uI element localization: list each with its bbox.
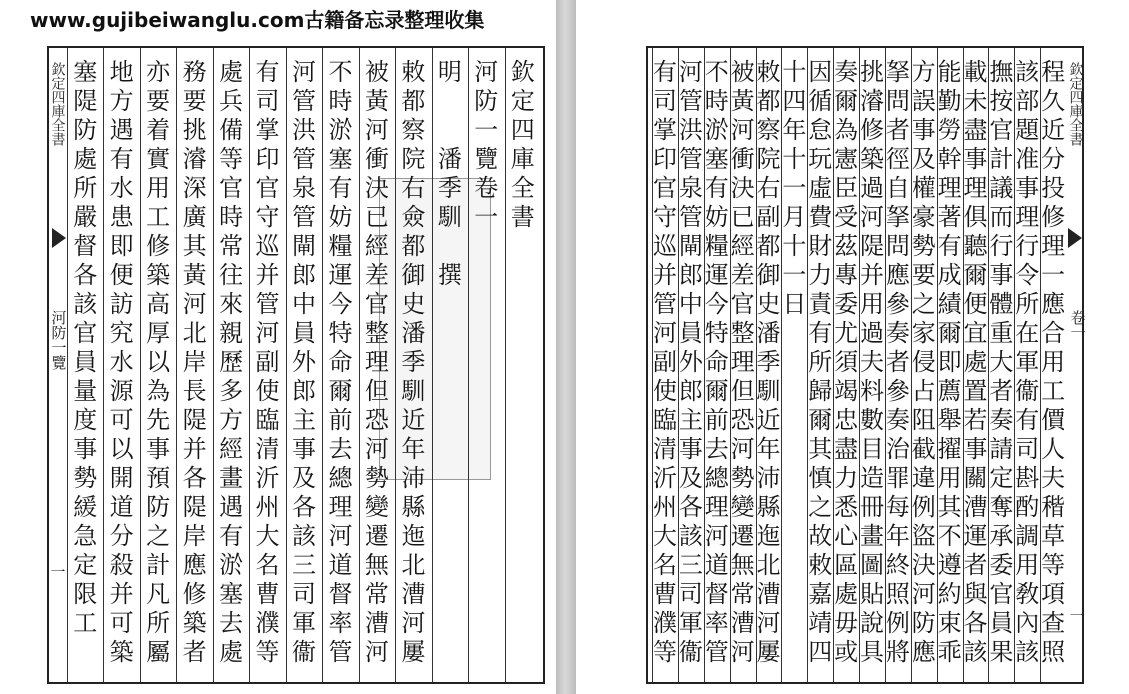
right-page-text-column: 不 時 淤 塞 有 妨 糧 運 今 特 命 爾 前 去 總 理 河 道 督 率 管 xyxy=(704,58,729,666)
left-page-text-column: 務 要 挑 濬 深 廣 其 黃 河 北 岸 長 隄 并 各 隄 岸 應 修 築 者 xyxy=(182,58,207,666)
site-watermark-banner xyxy=(30,6,484,34)
left-page-text-column: 處 兵 備 等 官 時 常 往 來 親 歷 多 方 經 畫 遇 有 淤 塞 去 處 xyxy=(219,58,244,666)
left-page-text-column: 塞 隄 防 處 所 嚴 督 各 該 官 員 量 度 事 勢 緩 急 定 限 工 xyxy=(73,58,98,637)
left-page-column-rule xyxy=(468,48,469,682)
left-page-text-column: 有 司 掌 印 官 守 巡 并 管 河 副 使 臨 清 沂 州 大 名 曹 濮 等 xyxy=(255,58,280,666)
right-page-text-column: 奏 爾 為 憲 臣 受 茲 專 委 尤 須 竭 忠 盡 力 悉 心 區 處 毋 或 xyxy=(834,58,859,666)
left-margin-chapter xyxy=(49,310,67,370)
left-page-column-rule xyxy=(359,48,360,682)
site-url: www.gujibeiwanglu.com xyxy=(30,8,305,32)
right-page-column-rule xyxy=(937,48,938,682)
right-page-column-rule xyxy=(1040,48,1041,682)
right-page-text-column: 該 部 題 准 事 理 行 令 所 在 軍 衞 有 司 斟 酌 調 用 敎 內 該 xyxy=(1015,58,1040,666)
margin-page-number: 一 xyxy=(1069,607,1085,625)
margin-title-chars: 欽定四庫全書 xyxy=(1067,62,1084,146)
left-page-text-column: 不 時 淤 塞 有 妨 糧 運 今 特 命 爾 前 去 總 理 河 道 督 率 管 xyxy=(328,58,353,666)
left-page-column-rule xyxy=(213,48,214,682)
right-page-text-column: 河 管 洪 管 泉 管 閘 郎 中 員 外 郎 主 事 及 各 該 三 司 軍 衞 xyxy=(678,58,703,666)
left-page-text-column: 明 潘 季 馴 撰 xyxy=(437,58,462,289)
book-gutter xyxy=(556,0,576,694)
right-page-text-column: 挑 濬 修 築 過 河 隄 并 用 過 夫 料 數 目 造 冊 畫 圖 貼 說 具 xyxy=(859,58,884,666)
left-page-column-rule xyxy=(505,48,506,682)
left-page-column-rule xyxy=(432,48,433,682)
right-page-column-rule xyxy=(911,48,912,682)
right-page-text-column: 程 久 近 分 投 修 理 一 應 合 用 工 價 人 夫 稭 草 等 項 查 照 xyxy=(1041,58,1066,666)
fish-tail-notch-top xyxy=(1068,228,1082,248)
left-page-column-rule xyxy=(395,48,396,682)
right-page-text-column: 能 勤 勞 幹 理 著 有 成 績 爾 即 薦 舉 擢 用 其 不 遵 約 束 乖 xyxy=(937,58,962,666)
right-margin-chapter xyxy=(1068,310,1086,340)
right-page-text-column: 載 未 盡 事 理 俱 聽 爾 便 宜 處 置 若 事 關 漕 運 者 與 各 該 xyxy=(963,58,988,666)
left-page-text-column: 河 防 一 覽 卷 一 xyxy=(474,58,499,231)
left-page xyxy=(47,46,545,684)
left-margin-page-number xyxy=(49,564,67,581)
fish-tail-notch-top xyxy=(52,228,66,248)
left-page-column-rule xyxy=(322,48,323,682)
right-page-text-column: 拏 問 者 徑 自 拏 問 應 參 奏 者 參 奏 治 罪 每 年 終 照 例 將 xyxy=(885,58,910,666)
site-title: 古籍备忘录整理收集 xyxy=(304,8,485,32)
right-page-text-column: 方 誤 事 及 權 豪 勢 要 之 家 侵 占 阻 截 違 例 盜 決 河 防 應 xyxy=(911,58,936,666)
right-page-column-rule xyxy=(859,48,860,682)
right-page-column-rule xyxy=(1014,48,1015,682)
left-page-column-rule xyxy=(286,48,287,682)
right-margin-page-number xyxy=(1068,608,1086,625)
right-page-column-rule xyxy=(678,48,679,682)
right-page-text-column: 撫 按 官 計 議 而 行 事 體 重 大 者 奏 請 定 奪 承 委 官 員 果 xyxy=(989,58,1014,666)
left-page-column-rule xyxy=(176,48,177,682)
left-margin-book-title xyxy=(48,62,66,146)
left-page-text-column: 敕 都 察 院 右 僉 都 御 史 潘 季 馴 近 年 沛 縣 迤 北 漕 河 屢 xyxy=(401,58,426,666)
left-page-column-rule xyxy=(249,48,250,682)
margin-chapter-chars: 河防一覽 xyxy=(49,310,68,370)
margin-page-number: 一 xyxy=(50,563,66,581)
margin-chapter-chars: 卷一 xyxy=(1068,310,1087,340)
right-page-column-rule xyxy=(885,48,886,682)
left-page-text-column: 被 黃 河 衝 決 已 經 差 官 整 理 但 恐 河 勢 變 遷 無 常 漕 河 xyxy=(364,58,389,666)
left-page-text-column: 河 管 洪 管 泉 管 閘 郎 中 員 外 郎 主 事 及 各 該 三 司 軍 衞 xyxy=(291,58,316,666)
left-page-text-column: 欽 定 四 庫 全 書 xyxy=(510,58,535,231)
right-page xyxy=(646,46,1087,684)
left-page-text-column: 地 方 遇 有 水 患 即 便 訪 究 水 源 可 以 開 道 分 殺 并 可 築 xyxy=(109,58,134,666)
left-page-text-column: 亦 要 着 實 用 工 修 築 高 厚 以 為 先 事 預 防 之 計 凡 所 屬 xyxy=(146,58,171,666)
right-page-column-rule xyxy=(781,48,782,682)
right-page-column-rule xyxy=(704,48,705,682)
right-page-column-rule xyxy=(652,48,653,682)
right-page-text-column: 十 四 年 十 一 月 十 一 日 xyxy=(782,58,807,318)
right-margin-book-title xyxy=(1066,62,1084,146)
right-page-column-rule xyxy=(833,48,834,682)
right-page-text-column: 敕 都 察 院 右 副 都 御 史 潘 季 馴 近 年 沛 縣 迤 北 漕 河 屢 xyxy=(756,58,781,666)
right-page-column-rule xyxy=(807,48,808,682)
right-page-column-rule xyxy=(756,48,757,682)
left-page-column-rule xyxy=(140,48,141,682)
right-page-text-column: 被 黃 河 衝 決 已 經 差 官 整 理 但 恐 河 勢 變 遷 無 常 漕 河 xyxy=(730,58,755,666)
right-page-text-column: 有 司 掌 印 官 守 巡 并 管 河 副 使 臨 清 沂 州 大 名 曹 濮 等 xyxy=(652,58,677,666)
margin-title-chars: 欽定四庫全書 xyxy=(49,62,66,146)
right-page-text-column: 因 循 怠 玩 虛 費 財 力 責 有 所 歸 爾 其 慎 之 故 敕 嘉 靖 四 xyxy=(808,58,833,666)
right-page-column-rule xyxy=(963,48,964,682)
right-page-column-rule xyxy=(730,48,731,682)
right-page-column-rule xyxy=(988,48,989,682)
left-page-column-rule xyxy=(103,48,104,682)
